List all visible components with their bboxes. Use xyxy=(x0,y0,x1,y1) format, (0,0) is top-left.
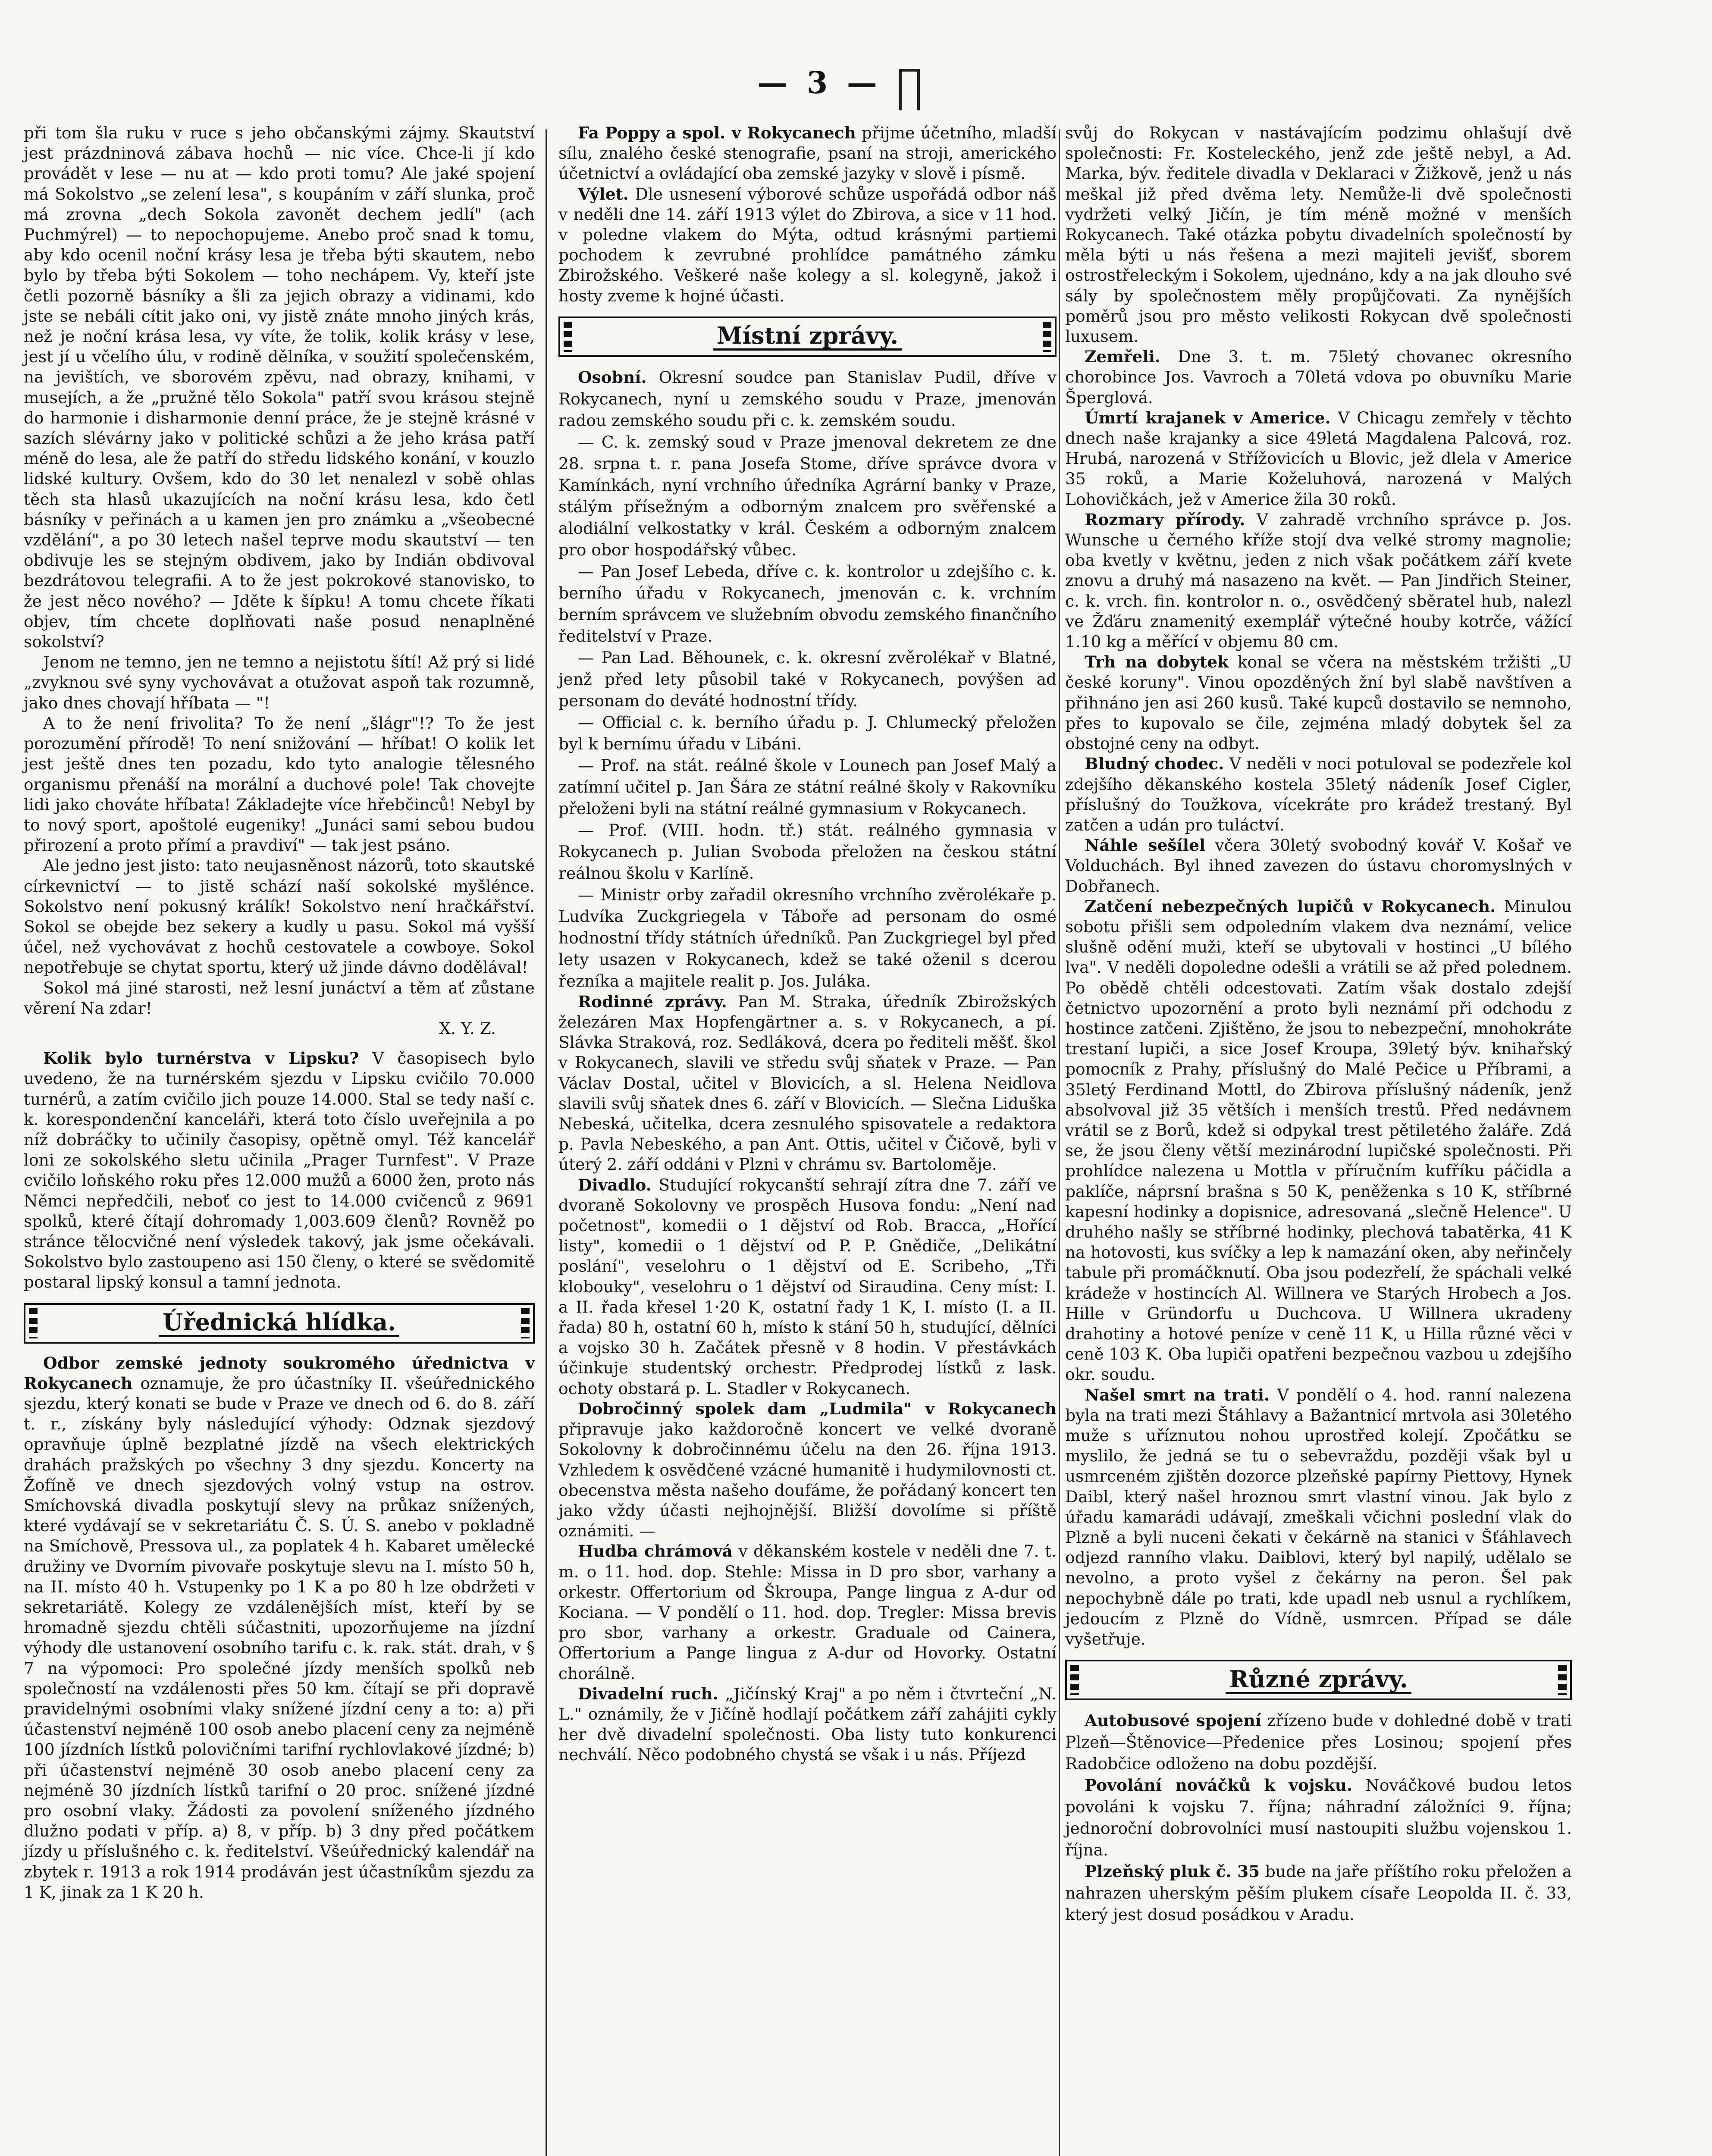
notice-title: Výlet. xyxy=(578,184,629,204)
news-title: Plzeňský pluk č. 35 xyxy=(1085,1862,1260,1881)
article-title: Kolik bylo turnérstva v Lipsku? xyxy=(43,1049,359,1068)
column-1 xyxy=(24,123,535,1902)
page-number: — 3 — xyxy=(757,65,881,100)
news-item: — Pan Lad. Běhounek, c. k. okresní zvěrolékař v Blatné, jenž před lety působil také v Rokycanech, povýšen ad personam do deváté hodnostní třídy. xyxy=(558,648,1057,710)
news-item: — Prof. na stát. reálné škole v Lounech pan Josef Malý a zatímní učitel p. Jan Šára ze státní reálné školy v Rakovníku přeloženi byli na státní reálné gymnasium v Rokycanech. xyxy=(558,755,1057,818)
section-heading: Místní zprávy. xyxy=(713,323,902,351)
news-title: Rozmary přírody. xyxy=(1085,510,1245,529)
news-item: — Official c. k. berního úřadu p. J. Chlumecký přeložen byl k bernímu úřadu v Libáni. xyxy=(558,712,1057,753)
article-paragraph: Jenom ne temno, jen ne temno a nejistotu šítí! Až prý si lidé „zvyknou své syny vychovávat a otužovat aspoň tak rozumně, jako dnes chovají hříbata — "! xyxy=(24,652,535,712)
column-divider-1 xyxy=(546,129,547,2156)
news-title: Povolání nováčků k vojsku. xyxy=(1085,1776,1353,1795)
news-trh: Trh na dobytek konal se včera na městském tržišti „U české koruny". Vinou opozděných žní byl slabě navštíven a přihnáno jen asi 260 kusů. Také kupců dostavilo se nemnoho, přes to kupovalo se čile, zejména mladý dobytek šel za obstojné ceny na odbyt. xyxy=(1065,652,1572,753)
news-hudba: Hudba chrámová v děkanském kostele v neděli dne 7. t. m. o 11. hod. dop. Stehle: Missa in D pro sbor, varhany a orkestr. Offertorium od Škroupa, Pange lingua z A-dur od Kociana. — V pondělí o 11. hod. dop. Tregler: Missa brevis pro sbor, varhany a orkestr. Graduale od Cainera, Offertorium a Pange lingua z A-dur od Hovorky. Ostatní chorálně. xyxy=(558,1542,1057,1683)
section-heading: Úřednická hlídka. xyxy=(159,1309,399,1337)
news-bludny: Bludný chodec. V neděli v noci potuloval se podezřele kol zdejšího děkanského kostela 35letý nádeník Josef Cigler, příslušný do Toužkova, vícekráte pro krádež trestaný. Byl zatčen a udán pro tuláctví. xyxy=(1065,754,1572,834)
column-3 xyxy=(1065,123,1572,1925)
news-item: — Prof. (VIII. hodn. tř.) stát. reálného gymnasia v Rokycanech p. Julian Svoboda přeložen na českou státní reálnou školu v Karlíně. xyxy=(558,820,1057,883)
notice-title: Fa Poppy a spol. v Rokycanech xyxy=(578,123,856,142)
article-title: Odbor zemské jednoty soukromého úřednictva v Rokycanech xyxy=(24,1353,535,1393)
news-title: Našel smrt na trati. xyxy=(1085,1385,1270,1404)
article-urednicka: Odbor zemské jednoty soukromého úřednictva v Rokycanech oznamuje, že pro účastníky II. všeúřednického sjezdu, který konati se bude v Praze ve dnech od 6. do 8. září t. r., získány byly následující výhody: Odznak sjezdový opravňuje úplně bezplatné jízdě na všech elektrických drahách pražských po všechny 3 dny sjezdu. Koncerty na Žofíně ve dnech sjezdových volný vstup na ostrov. Smíchovská divadla poskytují slevy na průkaz snížených, které vydávají se v sekretariátu Č. S. Ú. S. anebo v pokladně na Smíchově, Pressova ul., za poplatek 4 h. Kabaret umělecké družiny ve Dvorním pivovaře poskytuje slevu na I. místo 50 h, na II. místo 40 h. Vstupenky po 1 K a po 80 h lze obdržeti v sekretariátě. Kolegy ze vzdálenějších míst, kteří by se hromadně sjezdu chtěli súčastniti, upozorňujeme na jízdní výhody dle ustanovení osobního tarifu c. k. rak. stát. drah, v § 7 na výpomoci: Pro společné jízdy menších spolků neb společností na vzdálenosti přes 50 km. čítají se při dopravě pravidelnými osobními vlaky snížené jízdní ceny a to: a) při účastenství nejméně 100 osob anebo placení ceny za nejméně 100 jízdních lístků polovičními tarifní rychlovlakové jízdné; b) při účastenství nejméně 30 osob anebo placení ceny za nejméně 30 jízdních lístků tarifní o 20 proc. snížené jízdné pro osobní vlaky. Žádosti za povolení sníženého jízdného dlužno podati v příp. a) 8, v příp. b) 3 dny před počátkem jízdy u příslušného c. k. ředitelství. Všeúřednický kalendář na zbytek r. 1913 a rok 1914 prodáván jest účastníkům sjezdu za 1 K, jinak za 1 K 20 h. xyxy=(24,1353,535,1902)
section-heading-box xyxy=(558,317,1057,357)
article-skauting-end: při tom šla ruku v ruce s jeho občanskými zájmy. Skautství jest prázdninová zábava hochů — nic více. Chce-li jí kdo provádět v lese — nu at — kdo proti tomu? Ale jaké spojení má Sokolstvo „se zelení lesa", s koupáním v září slunka, proč má zrovna „dech Sokola zavonět dechem jedlí" (ach Puchmýrel) — to nepochopujeme. Anebo proč snad k tomu, aby kdo ocenil noční krásy lesa je třeba býti skautem, nebo bylo by třeba býti Sokolem — toho nechápem. Vy, kteří jste četli pozorně básníky a šli za jejich obrazy a vidinami, kdo jste se nebáli cítit jako oni, vy jistě znáte mnoho jiných krás, než je noční krása lesa, vy víte, že tolik, kolik krásy v lese, jest jí u včelího úlu, v rodině dělníka, v soužití společenském, na jevištích, ve sborovém zpěvu, nad obrazy, knihami, v musejích, a že „pružné tělo Sokola" patří svou krásou stejně do harmonie i disharmonie denní práce, že je stejně krásné v sazích slévárny jako v politické schůzi a že jeho krása patří méně do lesa, ale že patří do středu lidského konání, v kouzlo lidské kultury. Ovšem, kdo do 30 let nenalezl v sobě ohlas těch sta hlasů ukazujících na noční krásu lesa, kdo četl básníky v peřinách a u kamen jen pro známku a „všeobecné vzdělání", a po 30 letech našel teprve modu skautství — ten obdivuje les se stejným obdivem, jako by Indián obdivoval bezdrátovou telegrafii. A to že jest pokrokové stanovisko, to že jest něco nového? — Jděte k šípku! A tomu chcete říkati objev, tím chcete doplňovati naše posud nenaplněné sokolství? xyxy=(24,123,535,652)
notice-poppy: Fa Poppy a spol. v Rokycanech přijme účetního, mladší sílu, znalého české stenografie, psaní na stroji, amerického účetnictví a ovládající oba zemské jazyky v slově i písmě. xyxy=(558,123,1057,183)
article-paragraph: A to že není frivolita? To že není „šlágr"!? To že jest porozumění přírodě! To není snižování — hříbat! O kolik let jest ještě dnes ten pozadu, kdo tyto analogie tělesného organismu přenáší na morální a duchové pole! Tak chovejte lidi jako chováte hříbata! Základejte více hřebčinců! Nebyl by to nový sport, apoštolé eugeniky! „Junáci sami sebou budou přirození a proto přímí a pravdiví" — tak jest psáno. xyxy=(24,713,535,855)
news-item: — Pan Josef Lebeda, dříve c. k. kontrolor u zdejšího c. k. berního úřadu v Rokycanech, jmenován c. k. vrchním berním správcem ve služebním obvodu zemského finančního ředitelství v Praze. xyxy=(558,561,1057,646)
news-item: — Ministr orby zařadil okresního vrchního zvěrolékaře p. Ludvíka Zuckgriegela v Táboře ad personam do osmé hodnostní třídy státních úředníků. Pan Zuckgriegel byl před lety usazen v Rokycanech, kdež se také oženil s dcerou řezníka a majitele realit p. Jos. Juláka. xyxy=(558,885,1057,990)
news-item: — C. k. zemský soud v Praze jmenoval dekretem ze dne 28. srpna t. r. pana Josefa Stome, dříve správce dvora v Kamínkách, nyní vrchního úředníka Agrární banky v Praze, stálým přísežným a odborným znalcem pro svěřenské a alodiální velkostatky v král. Českém a odborným znalcem pro obor hospodářský vůbec. xyxy=(558,432,1057,559)
news-ludmila: Dobročinný spolek dam „Ludmila" v Rokycanech připravuje jako každoročně koncert ve velké dvoraně Sokolovny k dobročinnému účelu na den 26. října 1913. Vzhledem k osvědčené vzácné humanitě i hudymilovnosti ct. obecenstva města našeho doufáme, že pořádaný koncert ten jako vždy účasti nejhojnější. Bližší dovolíme si příště oznámiti. — xyxy=(558,1399,1057,1541)
news-umrti: Úmrtí krajanek v Americe. V Chicagu zemřely v těchto dnech naše krajanky a sice 49letá Magdalena Palcová, roz. Hrubá, narozená v Střížovicích u Blovic, jež dlela v Americe 35 roků, a Marie Koželuhová, narozená v Malých Lohovičkách, jež v Americe žila 30 roků. xyxy=(1065,408,1572,509)
news-ruch-continued: svůj do Rokycan v nastávajícím podzimu ohlašují dvě společnosti: Fr. Kosteleckého, jenž zde ještě nebyl, a Ad. Marka, býv. ředitele divadla v Deklaraci v Žižkově, jenž u nás meškal již před dvěma lety. Nemůže-li dvě společnosti vydržeti velký Jičín, je tím méně možné v menších Rokycanech. Také otázka pobytu divadelních společností by měla býti u nás řešena a mezi majiteli jevišť, sborem ostrostřeleckým i Sokolem, ujednáno, kdy a na jak dlouho své sály by společnostem měly propůjčovati. Za nynějších poměrů jsou pro město velikosti Rokycan dvě společnosti luxusem. xyxy=(1065,123,1572,346)
section-heading-box xyxy=(24,1303,535,1344)
news-povolani: Povolání nováčků k vojsku. Nováčkové budou letos povoláni k vojsku 7. října; náhradní záložníci 9. října; jednoroční dobrovolníci musí nastoupiti službu vojenskou 1. října. xyxy=(1065,1776,1572,1860)
article-paragraph: Sokol má jiné starosti, než lesní junáctví a těm ať zůstane věrení Na zdar! xyxy=(24,978,535,1018)
signature: X. Y. Z. xyxy=(439,1018,496,1038)
column-divider-2 xyxy=(1059,129,1060,2156)
news-divadlo: Divadlo. Studující rokycanští sehrají zítra dne 7. září ve dvoraně Sokolovny ve prospěch Husova fondu: „Není nad početnost", komedii o 1 dějství od Rob. Bracca, „Hořící listy", komedii o 1 dějství od P. P. Gnědiče, „Delikátní poslání", veselohru o 1 dějství od E. Scribeho, „Tři klobouky", veselohru o 1 dějství od Siraudina. Ceny míst: I. a II. řada křesel 1·20 K, ostatní řady 1 K, I. místo (I. a II. řada) 80 h, ostatní 60 h, místo k stání 50 h, studující, dělníci a vojsko 30 h. Začátek přesně v 8 hodin. V přestávkách účinkuje studentský orchestr. Předprodej lístků z lask. ochoty obstará p. L. Stadler v Rokycanech. xyxy=(558,1175,1057,1398)
news-title: Trh na dobytek xyxy=(1085,652,1229,672)
news-pluk: Plzeňský pluk č. 35 bude na jaře příštího roku přeložen a nahrazen uherským pěším plukem císaře Leopolda II. č. 33, který jest dosud posádkou v Aradu. xyxy=(1065,1862,1572,1924)
section-heading-box xyxy=(1065,1660,1572,1700)
news-title: Zatčení nebezpečných lupičů v Rokycanech. xyxy=(1085,896,1496,916)
news-title: Hudba chrámová xyxy=(578,1542,733,1561)
news-title: Bludný chodec. xyxy=(1085,754,1224,774)
news-smrt: Našel smrt na trati. V pondělí o 4. hod. ranní nalezena byla na trati mezi Štáhlavy a Bažantnicí mrtvola asi 30letého muže s uříznutou nohou uprostřed kolejí. Zpočátku se myslilo, že jedná se tu o sebevraždu, později však byl u usmrceném zjištěn dozorce plzeňské papírny Piettovy, Hynek Daibl, který našel hroznou smrt vlastní vinou. Jak bylo z úřadu kamarádi udávají, zmeškali včichni poslední vlak do Plzně a byli nuceni čekati v čekárně na stanici v Šťáhlavech odjezd ranního vlaku. Daiblovi, který byl napilý, udělalo se nevolno, a proto vyšel z čekárny na peron. Šel pak nepochybně dále po trati, kde upadl neb usnul a rychlíkem, jedoucím z Plzně do Vídně, usmrcen. Případ se dále vyšetřuje. xyxy=(1065,1385,1572,1649)
corner-mark xyxy=(899,69,920,110)
news-title: Dobročinný spolek dam „Ludmila" v Rokycanech xyxy=(578,1399,1057,1418)
news-title: Náhle sešílel xyxy=(1085,836,1206,855)
news-nahle: Náhle sešílel včera 30letý svobodný kovář V. Košař ve Volduchách. Byl ihned zavezen do ústavu choromyslných v Dobřanech. xyxy=(1065,836,1572,896)
news-title: Úmrtí krajanek v Americe. xyxy=(1085,408,1331,427)
notice-vylet: Výlet. Dle usnesení výborové schůze uspořádá odbor náš v neděli dne 14. září 1913 výlet do Zbirova, a sice v 11 hod. v poledne vlakem do Mýta, odtud krásnými partiemi pochodem k zevrubné prohlídce památného zámku Zbirožského. Veškeré naše kolegy a sl. kolegyně, jakož i hosty zveme k hojné účasti. xyxy=(558,184,1057,305)
section-heading: Různé zprávy. xyxy=(1226,1666,1411,1694)
article-paragraph: Ale jedno jest jisto: tato neujasněnost názorů, toto skautské církevnictví — to jistě schází naší sokolské myšlénce. Sokolstvo není pokusný králík! Sokolstvo není hračkářství. Sokol se obejde bez sekery a kudly u pasu. Sokol má vyšší účel, než vychovávat z hochů cestovatele a cowboye. Sokol nepotřebuje se chytat sportu, který už jinde dávno dodělával! xyxy=(24,856,535,977)
news-title: Osobní. xyxy=(578,367,647,387)
news-title: Rodinné zprávy. xyxy=(578,992,727,1011)
news-title: Zemřeli. xyxy=(1085,347,1161,367)
news-title: Divadlo. xyxy=(578,1175,652,1194)
news-title: Autobusové spojení xyxy=(1085,1711,1261,1730)
news-rodinne: Rodinné zprávy. Pan M. Straka, úředník Zbirožských železáren Max Hopfengärtner a. s. v Rokycanech, a pí. Slávka Straková, roz. Sedláková, dcera po řediteli měšť. škol v Rokycanech, slavili ve středu svůj sňatek v Praze. — Pan Václav Dostal, učitel v Blovicích, a sl. Helena Neidlova slavili svůj sňatek dnes 6. září v Blovicích. — Slečna Liduška Nebeská, učitelka, dcera zesnulého spisovatele a redaktora p. Pavla Nebeského, a pan Ant. Ottis, učitel v Čičově, byli v úterý 2. září oddáni v Plzni v chrámu sv. Bartoloměje. xyxy=(558,992,1057,1174)
column-2 xyxy=(558,123,1057,1765)
news-title: Divadelní ruch. xyxy=(578,1684,718,1703)
news-auto: Autobusové spojení zřízeno bude v dohledné době v trati Plzeň—Štěnovice—Předenice přes Losinou; spojení přes Radobčice odloženo na dobu pozdější. xyxy=(1065,1711,1572,1774)
news-zemreli: Zemřeli. Dne 3. t. m. 75letý chovanec okresního chorobince Jos. Vavroch a 70letá vdova po obuvníku Marie Šperglová. xyxy=(1065,347,1572,407)
news-osobni: Osobní. Okresní soudce pan Stanislav Pudil, dříve v Rokycanech, nyní u zemského soudu v Praze, jmenován radou zemského soudu při c. k. zemském soudu. xyxy=(558,367,1057,430)
news-ruch: Divadelní ruch. „Jičínský Kraj" a po něm i čtvrteční „N. L." oznámily, že v Jičíně hodlají počátkem září zahájiti cykly her dvě divadelní společnosti. Oba listy tuto konkurenci nechválí. Něco podobného chystá se však i u nás. Příjezd xyxy=(558,1684,1057,1764)
news-zatceni: Zatčení nebezpečných lupičů v Rokycanech. Minulou sobotu přišli sem odpoledním vlakem dva neznámí, velice slušně odění muži, kteří se ubytovali v hostinci „U bílého lva". V neděli dopoledne odešli a vrátili se až před polednem. Po obědě chtěli odcestovati. Zatím však dostalo zdejší četnictvo upozornění a proto byli neznámí při odchodu z hostince zatčeni. Zjištěno, že jsou to nebezpeční, mnohokráte trestaní lupiči, a sice Josef Kroupa, 39letý býv. knihařský pomocník z Prahy, příslušný do Malé Pečice u Příbrami, a 35letý Ferdinand Mottl, do Zbirova příslušný nádeník, jenž absolvoval již 35 větších i menších trestů. Před nedávnem vrátil se z Borů, kdež si odpykal trest pětiletého žaláře. Zdá se, že jsou členy větší mezinárodní lupičské společnosti. Při prohlídce nalezena u Mottla v příručním kufříku páčidla a paklíče, náprsní brašna s 50 K, peněženka s 10 K, stříbrné kapesní hodinky a dopisnice, adresovaná „slečně Helence". U druhého našly se stříbrné hodinky, plechová tabatěrka, 41 K na hotovosti, kus svíčky a lep k namazání oken, aby neřinčely tabule při promáčknutí. Oba jsou podezřelí, že spáchali velké krádeže v hostincích Al. Willnera ve Starých Hrobech a Jos. Hille v Gründorfu u Duchcova. U Willnera ukradeny drahotiny a hotové peníze v ceně 11 K, u Hilla různé věci v ceně 103 K. Oba lupiči opatřeni bezpečnou vazbou u zdejšího okr. soudu. xyxy=(1065,896,1572,1384)
article-turnerstvo: Kolik bylo turnérstva v Lipsku? V časopisech bylo uvedeno, že na turnérském sjezdu v Lipsku cvičilo 70.000 turnérů, a zatím cvičilo jich pouze 14.000. Stal se tedy naší c. k. korespondenční kanceláři, která toto číslo uveřejnila a po níž dobráčky to učinily časopisy, opětně omyl. Též kancelář loni ze sokolského sletu učinila „Prager Turnfest". V Praze cvičilo loňského roku přes 12.000 mužů a 6000 žen, proto nás Němci nepředčili, neboť co jest to 14.000 cvičenců z 9691 spolků, které čítají dohromady 1,003.609 členů? Rovněž po stránce tělocvičné není výsledek takový, jak jsme očekávali. Sokolstvo bylo zastoupeno asi 150 členy, o které se svědomitě postaral lipský konsul a tamní jednota. xyxy=(24,1049,535,1292)
news-rozmary: Rozmary přírody. V zahradě vrchního správce p. Jos. Wunsche u černého kříže stojí dva velké stromy magnolie; oba kvetly v květnu, jeden z nich však počátkem září kvete znovu a druhý má nasazeno na květ. — Pan Jindřich Steiner, c. k. vrch. fin. kontrolor n. o., osvědčený sběratel hub, nalezl ve Žďáru znamenitý exemplář výtečné houby kotrče, vážící 1.10 kg a měřící v objemu 80 cm. xyxy=(1065,510,1572,652)
